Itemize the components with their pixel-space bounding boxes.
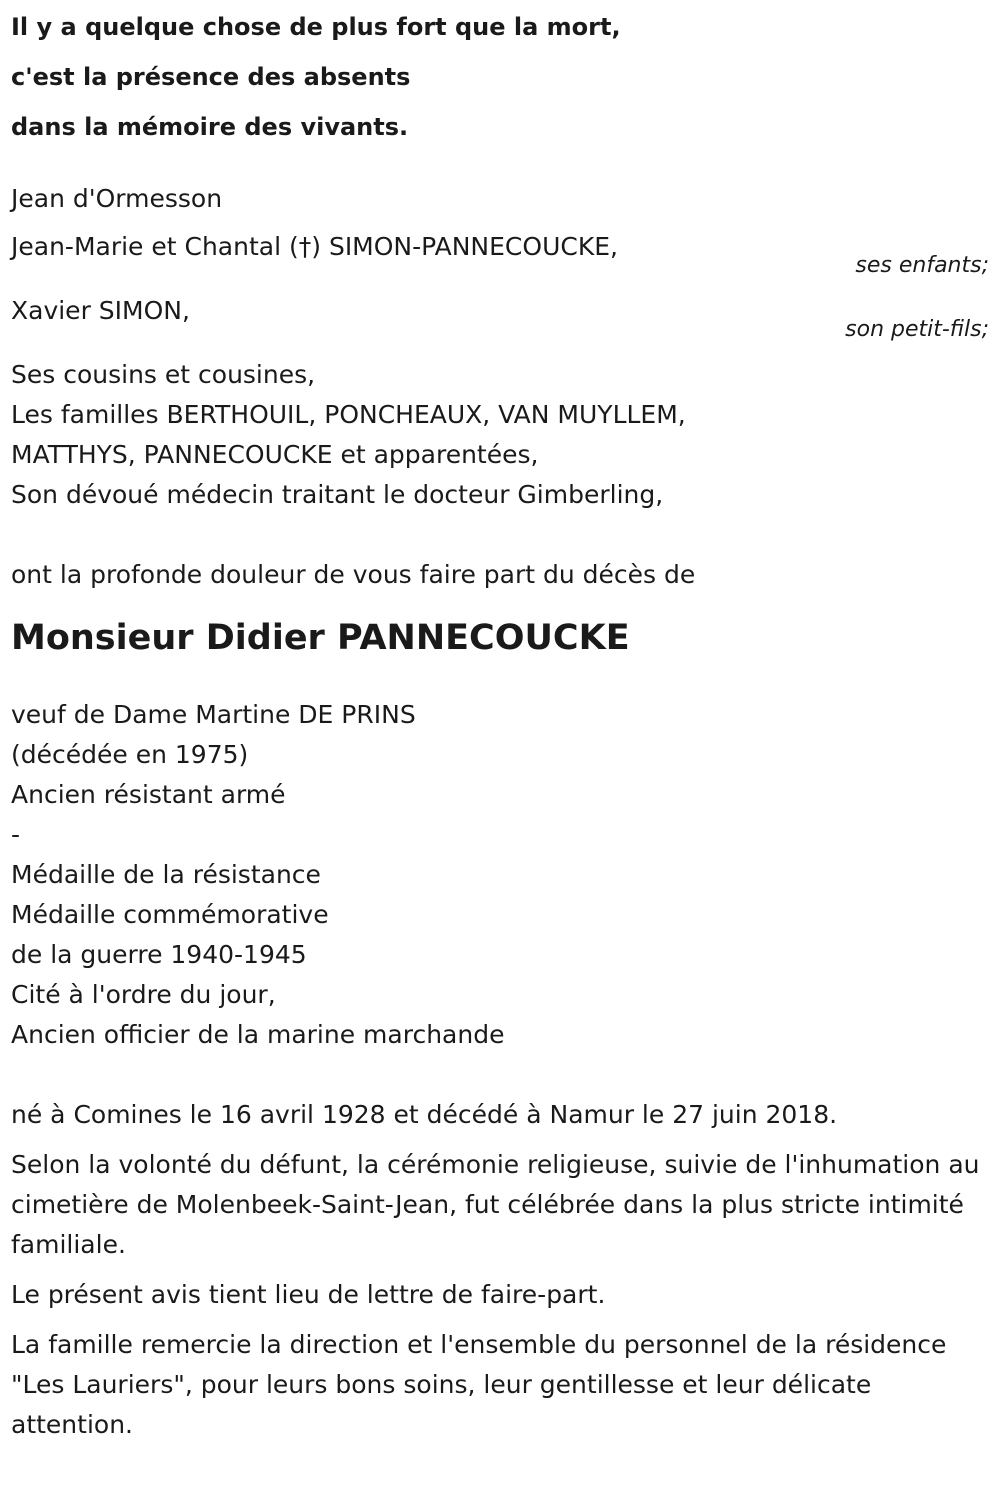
announcement-text: ont la profonde douleur de vous faire part du décès de bbox=[11, 560, 696, 589]
obituary-notice bbox=[11, 0, 991, 1455]
relatives-line: Les familles BERTHOUIL, PONCHEAUX, VAN MUYLLEM, bbox=[11, 400, 686, 429]
relatives-line: Son dévoué médecin traitant le docteur Gimberling, bbox=[11, 480, 664, 509]
deceased-name: Monsieur Didier PANNECOUCKE bbox=[11, 618, 630, 658]
grandson-name: Xavier SIMON, bbox=[11, 296, 190, 325]
quote-line: Il y a quelque chose de plus fort que la mort, bbox=[11, 13, 621, 41]
thanks-paragraph: La famille remercie la direction et l'ensemble du personnel de la résidence "Les Lauriers", pour leurs bons soins, leur gentillesse et leur délicate attention. bbox=[11, 1330, 947, 1439]
children-relation: ses enfants; bbox=[855, 253, 989, 278]
grandson-relation: son petit-fils; bbox=[845, 317, 989, 342]
quote-line: dans la mémoire des vivants. bbox=[11, 113, 409, 141]
detail-line: Médaille commémorative bbox=[11, 900, 329, 929]
birth-death-line: né à Comines le 16 avril 1928 et décédé à Namur le 27 juin 2018. bbox=[11, 1100, 838, 1129]
other-relatives bbox=[11, 355, 991, 515]
quote-author: Jean d'Ormesson bbox=[11, 184, 223, 213]
deceased-details bbox=[11, 695, 991, 1055]
relatives-line: Ses cousins et cousines, bbox=[11, 360, 316, 389]
detail-line: de la guerre 1940-1945 bbox=[11, 940, 307, 969]
ceremony-paragraph: Selon la volonté du défunt, la cérémonie religieuse, suivie de l'inhumation au cimetière de Molenbeek-Saint-Jean, fut célébrée dans la plus stricte intimité familiale. bbox=[11, 1150, 980, 1259]
children-names: Jean-Marie et Chantal (†) SIMON-PANNECOUCKE, bbox=[11, 232, 618, 261]
detail-line: - bbox=[11, 820, 21, 849]
notice-paragraph: Le présent avis tient lieu de lettre de faire-part. bbox=[11, 1280, 606, 1309]
relatives-line: MATTHYS, PANNECOUCKE et apparentées, bbox=[11, 440, 539, 469]
epigraph-quote bbox=[11, 2, 991, 152]
detail-line: Médaille de la résistance bbox=[11, 860, 321, 889]
quote-line: c'est la présence des absents bbox=[11, 63, 411, 91]
detail-line: Cité à l'ordre du jour, bbox=[11, 980, 276, 1009]
detail-line: Ancien officier de la marine marchande bbox=[11, 1020, 505, 1049]
detail-line: veuf de Dame Martine DE PRINS bbox=[11, 700, 416, 729]
detail-line: (décédée en 1975) bbox=[11, 740, 249, 769]
detail-line: Ancien résistant armé bbox=[11, 780, 286, 809]
